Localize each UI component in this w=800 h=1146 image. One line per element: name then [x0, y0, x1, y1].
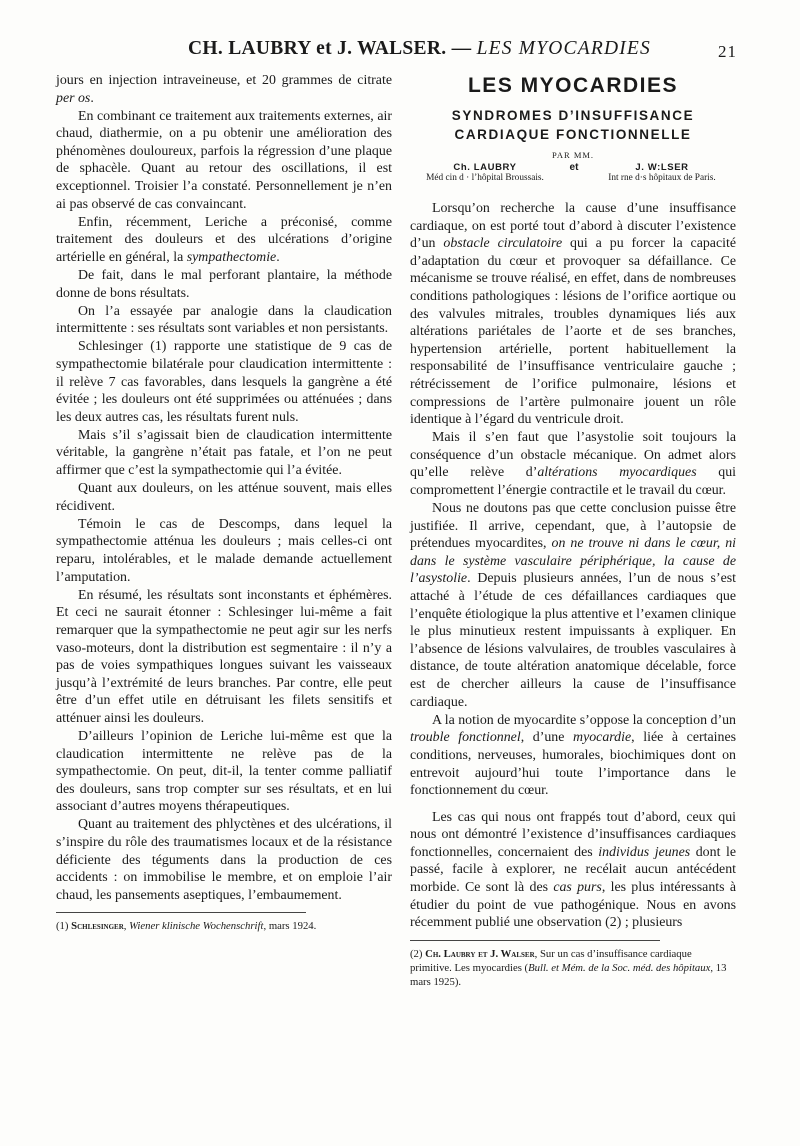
- author-laubry: Ch. LAUBRY Méd cin d · l’hôpital Broussais.: [426, 162, 544, 183]
- page-number: 21: [718, 42, 737, 61]
- author-conjunction: et: [569, 162, 579, 173]
- section-gap: [410, 800, 736, 809]
- paragraph: En combinant ce traitement aux traitements externes, air chaud, diathermie, on a pu obtenir une amélioration des phénomènes douloureux, parfois la régression d’une plaque de sphacèle. Quant au retour des oscillations, il est exceptionnel. Troisier l’a constaté. Personnellement je n’en ai pas observé de cas convaincant.: [56, 108, 392, 212]
- left-column: [56, 72, 392, 933]
- paragraph: Quant au traitement des phlyctènes et des ulcérations, il s’inspire du rôle des traumatismes locaux et de la résistance déficiente des téguments dans la production de ces accidents : on immobilise le membre, et on emploie l’air chaud, les pansements aseptiques, l’embaumement.: [56, 817, 392, 903]
- paragraph: De fait, dans le mal perforant plantaire, la méthode donne de bons résultats.: [56, 268, 392, 301]
- paragraph: Nous ne doutons pas que cette conclusion puisse être justifiée. Il arrive, cependant, que, à l’autopsie de prétendues myocardites, on ne trouve ni dans le cœur, ni dans le système vasculaire périphérique, la cause de l’asystolie. Depuis plusieurs années, l’un de nous s’est attaché à l’étude de ces défaillances cardiaques que l’enquête étiologique la plus attentive et l’examen clinique le plus minutieux restent impuissants à expliquer. En l’absence de lésions valvulaires, de troubles vasculaires à distance, de toute altération anatomique décelable, force est de chercher ailleurs la cause de l’insuffisance cardiaque.: [410, 501, 736, 710]
- paragraph: Témoin le cas de Descomps, dans lequel la sympathectomie atténua les douleurs ; mais celles-ci ont reparu, intolérables, et le malade demande actuellement l’amputation.: [56, 516, 392, 585]
- footnote: (1) Schlesinger, Wiener klinische Wochenschrift, mars 1924.: [56, 920, 317, 933]
- paragraph: jours en injection intraveineuse, et 20 grammes de citrate per os.: [56, 73, 392, 106]
- footnote: (2) Ch. Laubry et J. Walser, Sur un cas d’insuffisance cardiaque primitive. Les myocardies (Bull. et Mém. de la Soc. méd. des hôpitaux, 13 mars 1925).: [410, 947, 727, 988]
- running-title-authors: CH. LAUBRY et J. WALSER. —: [188, 38, 472, 59]
- paragraph: Lorsqu’on recherche la cause d’une insuffisance cardiaque, on est porté tout d’abord à discuter l’existence d’un obstacle circulatoire qui a pu forcer la capacité d’adaptation du cœur et provoquer sa défaillance. Ce mécanisme se trouve réalisé, en effet, dans de nombreuses conditions pathologiques : lésions de l’orifice aortique ou des valvules mitrales, troubles dynamiques liés aux altérations pariétales de l’aorte et de ses branches, hypertension artérielle, portent habituellement la responsabilité de l’insuffisance ventriculaire gauche ; rétrécissement de l’orifice pulmonaire, lésions et compressions de l’artère pulmonaire jouent un rôle identique à l’égard du ventricule droit.: [410, 201, 737, 428]
- paragraph: A la notion de myocardite s’oppose la conception d’un trouble fonctionnel, d’une myocardie, liée à certaines conditions, nerveuses, humorales, biochimiques dont on entrevoit aujourd’hui toute l’importance dans le fonctionnement du cœur.: [410, 712, 737, 799]
- article-title: LES MYOCARDIES: [467, 74, 679, 97]
- footnote-rule: [56, 912, 306, 913]
- running-title: [188, 38, 651, 60]
- paragraph: Quant aux douleurs, on les atténue souvent, mais elles récidivent.: [56, 481, 392, 514]
- author-walser: J. W:LSER Int rne d·s hôpitaux de Paris.: [608, 162, 716, 183]
- right-column: [410, 72, 736, 989]
- footnote-rule: [410, 940, 660, 941]
- paragraph: D’ailleurs l’opinion de Leriche lui-même est que la claudication intermittente ne relève pas de la sympathectomie. On peut, dit-il, la tenter comme palliatif des douleurs, sans trop compter sur ses résultats, et en lui associant d’autres moyens thérapeutiques.: [56, 728, 392, 815]
- author-block: [410, 162, 736, 192]
- article-subtitle: SYNDROMES D’INSUFFISANCE CARDIAQUE FONCTIONNELLE: [451, 108, 695, 142]
- paragraph: Les cas qui nous ont frappés tout d’abord, ceux qui nous ont démontré l’existence d’insuffisances cardiaques fonctionnelles, concernaient des individus jeunes dont le passé, facile à explorer, ne recélait aucun antécédent morbide. Ce sont là des cas purs, les plus intéressants à étudier du point de vue pathogénique. Nous en avons récemment publié une observation (2) ; plusieurs: [410, 809, 736, 931]
- paragraph: En résumé, les résultats sont inconstants et éphémères. Et ceci ne saurait étonner : Schlesinger lui-même a fait remarquer que la sympathectomie ne peut agir sur les nerfs vaso-moteurs, dont la distribution est segmentaire : il n’y a pas de voies sympathiques longues suivant les vaisseaux jusqu’à l’extrémité de leurs branches. Par contre, elle peut être d’un effet utile en détruisant les filets sensitifs et atténuer ainsi les douleurs.: [56, 587, 392, 726]
- running-head: [0, 38, 800, 66]
- paragraph: Schlesinger (1) rapporte une statistique de 9 cas de sympathectomie bilatérale pour claudication intermittente : il relève 7 cas favorables, dans lesquels la gangrène a été évitée ; les douleurs ont été supprimées ou atténuées ; dans les deux autres cas, les résultats furent nuls.: [56, 339, 392, 425]
- paragraph: Enfin, récemment, Leriche a préconisé, comme traitement des douleurs et des ulcérations d’origine artérielle en général, la sympathectomie.: [56, 214, 392, 265]
- paragraph: On l’a essayée par analogie dans la claudication intermittente : ses résultats sont variables et non persistants.: [56, 303, 392, 337]
- running-title-italic: LES MYOCARDIES: [476, 38, 651, 59]
- byline-par: PAR MM.: [551, 150, 595, 160]
- paragraph: Mais il s’en faut que l’asystolie soit toujours la conséquence d’un obstacle mécanique. On admet alors qu’elle relève d’altérations myocardiques qui compromettent l’énergie contractile et le travail du cœur.: [410, 430, 736, 498]
- paragraph: Mais s’il s’agissait bien de claudication intermittente véritable, la gangrène n’était pas fatale, et l’on ne peut affirmer que c’est la sympathectomie qui l’a évitée.: [56, 427, 392, 479]
